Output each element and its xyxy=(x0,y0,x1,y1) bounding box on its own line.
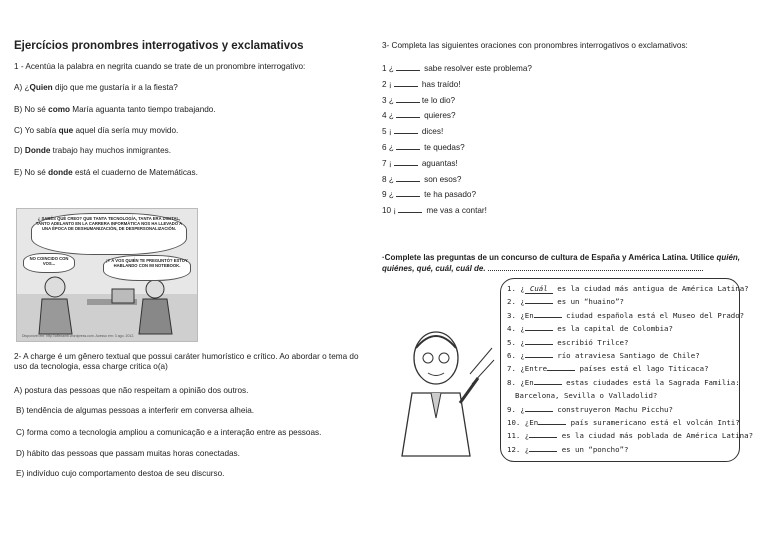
quiz-item-prefix: 6. ¿ xyxy=(507,351,525,360)
quiz-answer-blank xyxy=(525,297,553,304)
question-2-prompt: 2- A charge é um gênero textual que possui caráter humorístico e crítico. Ao abordar o tema do uso da tecnologia, essa charge critica o(a) xyxy=(14,352,359,371)
item-text: has traído! xyxy=(419,79,461,89)
item-number: 4 ¿ xyxy=(382,111,394,121)
question-3-item xyxy=(382,189,476,200)
quiz-answer-blank: Cuál xyxy=(525,284,553,294)
quiz-answer-blank xyxy=(529,445,557,452)
item-text: aguantas! xyxy=(419,158,458,168)
quiz-item xyxy=(507,297,624,306)
quiz-answer-blank xyxy=(538,418,566,425)
option-suffix: dijo que me gustaría ir a la fiesta? xyxy=(52,83,178,92)
question-3-item xyxy=(382,63,532,74)
item-number: 5 ¡ xyxy=(382,127,392,137)
option-bold-word: Donde xyxy=(24,146,51,155)
quiz-item xyxy=(507,351,700,360)
quiz-item-prefix: 7. ¿Entre xyxy=(507,364,548,374)
option-prefix: C) Yo sabía xyxy=(14,126,59,135)
item-text: te quedas? xyxy=(421,143,465,152)
quiz-item-text: es la ciudad más antigua de América Latina? xyxy=(552,284,749,293)
quiz-heading-words-2: quiénes, qué, cuál, cuál de. xyxy=(382,264,486,273)
quiz-item-text: río atraviesa Santiago de Chile? xyxy=(552,351,700,360)
quiz-item-text: es la ciudad más poblada de América Latina? xyxy=(557,431,754,441)
quiz-answer-blank xyxy=(534,311,562,318)
quiz-answer-blank xyxy=(525,351,553,358)
cartoon-caption: Disponível em: http://aflexamb.wordpress.com. Acesso em: 3 ago. 2012. xyxy=(22,334,135,338)
cartoon-image xyxy=(16,208,198,342)
quiz-answer-blank xyxy=(525,324,553,331)
quiz-item-text: países está el lago Titicaca? xyxy=(575,364,709,374)
dotted-line xyxy=(488,270,703,271)
quiz-item-text: estas ciudades está la Sagrada Familia: xyxy=(561,377,740,387)
option-suffix: está el cuaderno de Matemáticas. xyxy=(72,168,198,177)
option-suffix: trabajo hay muchos inmigrantes. xyxy=(50,146,172,155)
question-3-item xyxy=(382,142,465,153)
quiz-heading xyxy=(382,252,760,274)
quiz-item xyxy=(507,364,709,373)
option-suffix: aquel día sería muy movido. xyxy=(73,126,179,135)
question-3-item xyxy=(382,158,458,169)
answer-blank xyxy=(394,79,418,87)
quiz-item xyxy=(515,391,657,400)
quiz-item-text: es la capital de Colombia? xyxy=(552,324,673,334)
quiz-item-prefix: 12. ¿ xyxy=(507,444,530,454)
page-title: Ejercícios pronombres interrogativos y exclamativos xyxy=(14,40,304,52)
item-text: me vas a contar! xyxy=(424,206,487,216)
answer-blank xyxy=(394,126,418,134)
quiz-item-prefix: 10. ¿En xyxy=(507,418,539,427)
question-2-option: B) tendência de algumas pessoas a interferir em conversa alheia. xyxy=(16,406,255,415)
answer-blank xyxy=(398,205,422,213)
item-number: 8 ¿ xyxy=(382,174,394,184)
item-text: quieres? xyxy=(421,111,456,121)
answer-blank xyxy=(396,110,420,118)
quiz-item-text: es un “poncho”? xyxy=(557,444,629,454)
quiz-heading-words-1: quién, xyxy=(716,253,741,262)
quiz-item-prefix: 4. ¿ xyxy=(507,324,525,334)
cartoon-bubble-right: ¡Y A VOS QUIÉN TE PREGUNTÓ? ESTOY HABLANDO CON MI NOTEBOOK. xyxy=(103,255,191,281)
quiz-answer-blank xyxy=(534,378,562,385)
quiz-item-prefix: 3. ¿En xyxy=(507,310,534,320)
item-number: 3 ¿ xyxy=(382,95,394,105)
question-1-prompt: 1 - Acentúa la palabra en negrita cuando se trate de un pronombre interrogativo: xyxy=(14,62,306,71)
item-number: 9 ¿ xyxy=(382,190,394,200)
quiz-box xyxy=(500,278,754,462)
quiz-item xyxy=(507,445,628,454)
quiz-item xyxy=(507,418,740,427)
option-bold-word: Quien xyxy=(29,83,53,92)
question-3-item xyxy=(382,205,487,216)
question-1-option xyxy=(14,83,178,93)
answer-blank xyxy=(396,174,420,182)
question-1-option xyxy=(14,126,178,136)
answer-blank xyxy=(396,63,420,71)
quiz-item-prefix: 8. ¿En xyxy=(507,377,534,387)
item-text: te ha pasado? xyxy=(421,190,477,200)
quiz-item-prefix: 9. ¿ xyxy=(507,404,525,414)
quiz-heading-text: ·Complete las preguntas de un concurso de cultura de España y América Latina. Utilice xyxy=(382,253,717,262)
quiz-item-prefix: 1. ¿ xyxy=(507,284,525,293)
question-3-item xyxy=(382,79,461,90)
option-prefix: B) No sé xyxy=(14,105,49,114)
quiz-item xyxy=(507,431,753,440)
option-bold-word: donde xyxy=(48,168,73,177)
item-number: 6 ¿ xyxy=(382,143,394,152)
quiz-item xyxy=(507,284,749,294)
answer-blank xyxy=(394,158,418,166)
item-text: sabe resolver este problema? xyxy=(421,64,532,73)
question-1-option xyxy=(14,146,171,156)
question-2-option: D) hábito das pessoas que passam muitas horas conectadas. xyxy=(16,449,240,458)
item-number: 2 ¡ xyxy=(382,79,392,89)
quiz-item-text: país suramericano está el volcán Inti? xyxy=(566,418,740,427)
cartoon-bubble-main: ¿ SABÉS QUÉ CREO? QUE TANTA TECNOLOGÍA, TANTA ERA DIGITAL, TANTO ADELANTO EN LA CARRERA INFORMÁTICA NOS HA LLEVADO A UNA ÉPOCA DE DESHUMANIZACIÓN, DE DESPERSONALIZACIÓN. xyxy=(31,213,187,255)
item-number: 1 ¿ xyxy=(382,64,394,73)
quiz-item-prefix: 5. ¿ xyxy=(507,337,525,347)
question-3-item xyxy=(382,126,443,137)
quiz-item-text: construyeron Machu Picchu? xyxy=(552,404,673,414)
option-prefix: D) xyxy=(14,146,25,155)
question-3-prompt: 3- Completa las siguientes oraciones con pronombres interrogativos o exclamativos: xyxy=(382,41,688,50)
cartoon-bubble-left: NO COINCIDO CON VOS... xyxy=(23,253,75,273)
quiz-item xyxy=(507,378,740,387)
quiz-item-text: es un “huaino”? xyxy=(552,297,625,307)
question-3-item xyxy=(382,110,456,121)
item-number: 7 ¡ xyxy=(382,158,392,168)
question-2-option: A) postura das pessoas que não respeitam a opinião dos outros. xyxy=(14,386,249,395)
quiz-answer-blank xyxy=(525,338,553,345)
question-2-option: C) forma como a tecnologia ampliou a comunicação e a interação entre as pessoas. xyxy=(16,428,322,437)
option-prefix: A) ¿ xyxy=(14,83,30,92)
quiz-answer-blank xyxy=(525,405,553,412)
option-bold-word: como xyxy=(48,105,70,114)
option-bold-word: que xyxy=(58,126,74,135)
quiz-item-prefix: 11. ¿ xyxy=(507,431,530,441)
item-text: dices! xyxy=(419,127,444,137)
quiz-item xyxy=(507,338,628,347)
quiz-answer-blank xyxy=(547,364,575,371)
answer-blank xyxy=(396,189,420,197)
quiz-answer-blank xyxy=(529,431,557,438)
teacher-illustration xyxy=(398,318,498,458)
question-1-option xyxy=(14,168,198,178)
quiz-item-prefix: 2. ¿ xyxy=(507,297,525,307)
item-text: son esos? xyxy=(421,174,462,184)
answer-blank xyxy=(396,142,420,150)
item-text: te lo dio? xyxy=(421,95,456,105)
option-prefix: E) No sé xyxy=(14,168,49,177)
item-number: 10 ¡ xyxy=(382,206,397,216)
quiz-item xyxy=(507,324,673,333)
quiz-item-text: Barcelona, Sevilla o Valladolid? xyxy=(515,391,658,401)
question-3-item xyxy=(382,95,455,106)
quiz-item-text: ciudad española está el Museo del Prado? xyxy=(561,310,745,320)
quiz-item xyxy=(507,405,673,414)
quiz-item xyxy=(507,311,744,320)
option-suffix: María aguanta tanto tiempo trabajando. xyxy=(69,105,216,114)
answer-blank xyxy=(396,95,420,103)
question-1-option xyxy=(14,105,216,115)
quiz-item-text: escribió Trilce? xyxy=(552,337,629,347)
question-2-option: E) indivíduo cujo comportamento destoa de seu discurso. xyxy=(16,469,225,478)
question-3-item xyxy=(382,174,461,185)
